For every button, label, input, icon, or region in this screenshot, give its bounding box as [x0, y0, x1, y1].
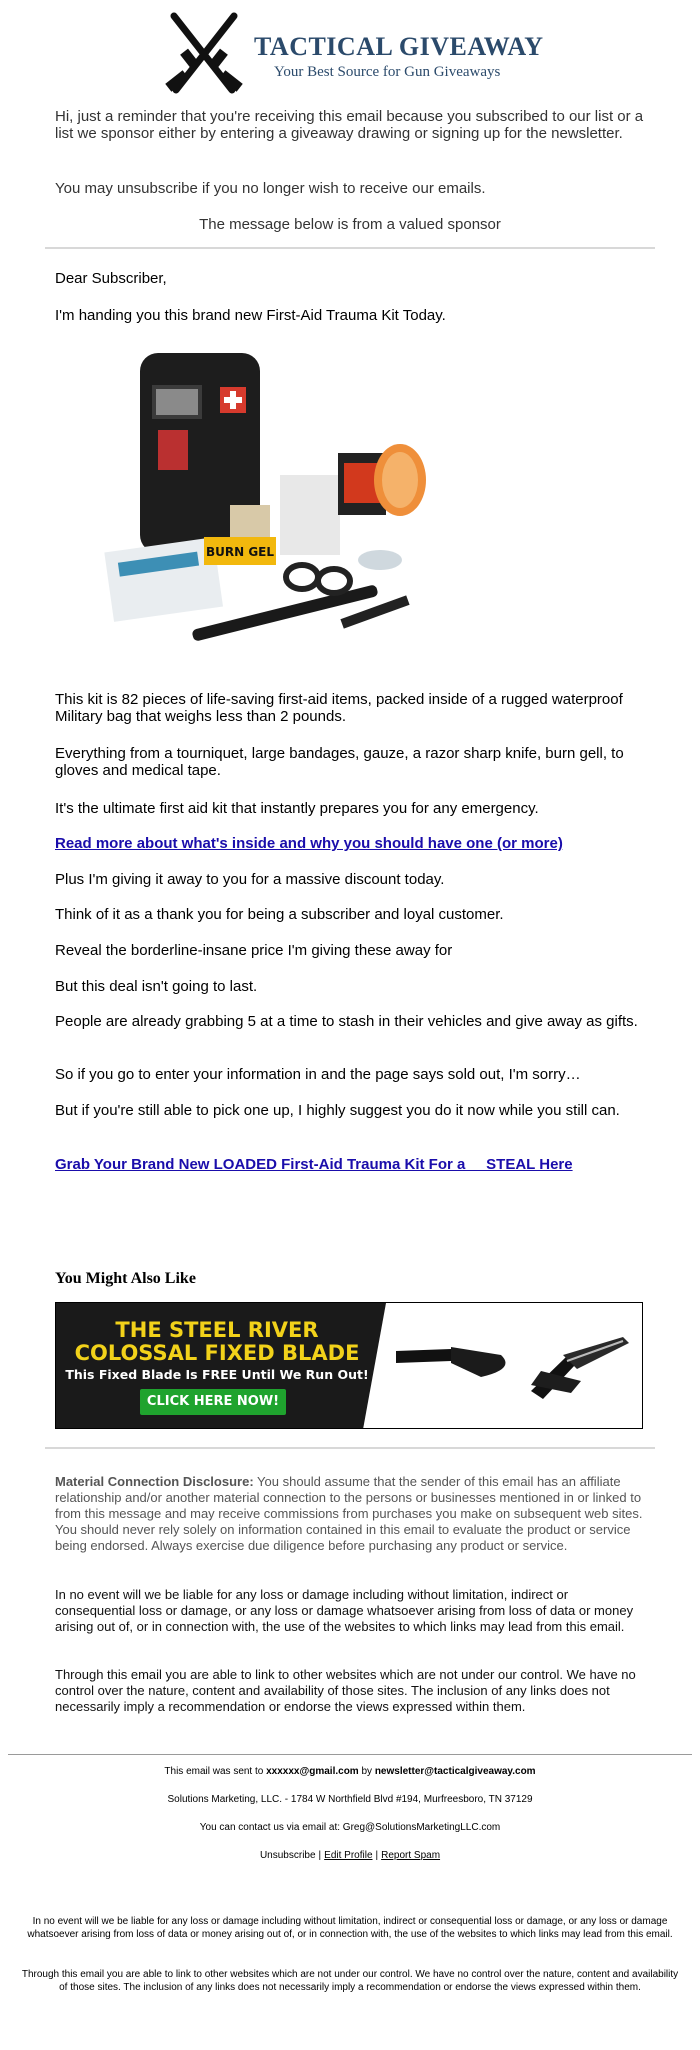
sponsor-note: The message below is from a valued sponsor — [199, 216, 501, 233]
kit-contents: Everything from a tourniquet, large bandages, gauze, a razor sharp knife, burn gell, to gloves and medical tape. — [55, 745, 624, 779]
company-address: Solutions Marketing, LLC. - 1784 W Northfield Blvd #194, Murfreesboro, TN 37129 — [167, 1794, 533, 1805]
opening-line: I'm handing you this brand new First-Aid Trauma Kit Today. — [55, 307, 446, 324]
sent-prefix: This email was sent to — [164, 1766, 267, 1777]
liability-text: In no event will we be liable for any loss or damage including without limitation, indirect or consequential loss or damage, or any loss or damage whatsoever arising from loss of data or money arising out of, or in connection with, the use of the websites to which links may lead from this email. — [55, 1587, 634, 1634]
logo-title: TACTICAL GIVEAWAY — [254, 32, 544, 61]
steel-river-banner[interactable] — [55, 1302, 643, 1429]
unsubscribe-note: You may unsubscribe if you no longer wish to receive our emails. — [55, 180, 486, 197]
reveal-price-text: Reveal the borderline-insane price I'm giving these away for — [55, 942, 453, 959]
deal-text: But this deal isn't going to last. — [55, 978, 258, 995]
unsubscribe-link[interactable]: Unsubscribe — [259, 1850, 316, 1861]
pick-one-text: But if you're still able to pick one up, I highly suggest you do it now while you still can. — [55, 1102, 620, 1119]
disclosure-label: Material Connection Disclosure: — [55, 1474, 254, 1489]
greeting: Dear Subscriber, — [55, 270, 167, 287]
banner-cta-button[interactable]: CLICK HERE NOW! — [140, 1389, 286, 1415]
read-more-link[interactable]: Read more about what's inside and why you should have one (or more) — [55, 835, 563, 852]
sent-by: by — [358, 1766, 375, 1777]
footer-links-note: Through this email you are able to link to other websites which are not under our control. We have no control over the nature, content and availability of those sites. The inclusion of any links does not necessarily imply a recommendation or endorse the views expressed within them. — [21, 1969, 679, 1993]
kit-ultimate: It's the ultimate first aid kit that instantly prepares you for any emergency. — [55, 800, 539, 817]
kit-description: This kit is 82 pieces of life-saving first-aid items, packed inside of a rugged waterproof Military bag that weighs less than 2 pounds. — [55, 691, 623, 725]
footer-divider — [8, 1754, 692, 1755]
you-might-also-like-heading: You Might Also Like — [55, 1270, 196, 1287]
edit-profile-link[interactable]: Edit Profile — [324, 1850, 373, 1861]
external-links-text: Through this email you are able to link to other websites which are not under our control. We have no control over the nature, content and availability of those sites. The inclusion of any links does not necessarily imply a recommendation or endorse the views expressed within them. — [55, 1667, 636, 1714]
footer-links: Unsubscribe | Edit Profile | Report Spam — [259, 1850, 441, 1861]
material-disclosure — [55, 1474, 645, 1554]
sold-out-text: So if you go to enter your information in and the page says sold out, I'm sorry… — [55, 1066, 581, 1083]
banner-line-1: THE STEEL RIVER — [115, 1318, 319, 1342]
sender-email: newsletter@tacticalgiveaway.com — [374, 1766, 536, 1777]
divider — [45, 1447, 655, 1449]
disclosure-text: You should assume that the sender of this email has an affiliate relationship and/or another material connection to the persons or businesses mentioned in or linked to from this message and may receive commissions from purchases you make on subsequent web sites. You should never rely solely on information contained in this email to evaluate the product or service being endorsed. Always exercise due diligence before purchasing any product or service. — [55, 1474, 643, 1553]
contact-email: You can contact us via email at: Greg@SolutionsMarketingLLC.com — [199, 1822, 501, 1833]
fixed-blade-knives-icon — [391, 1311, 636, 1421]
discount-text: Plus I'm giving it away to you for a massive discount today. — [55, 871, 445, 888]
divider — [45, 247, 655, 249]
reminder-text: Hi, just a reminder that you're receiving this email because you subscribed to our list or a list we sponsor either by entering a giveaway drawing or signing up for the newsletter. — [55, 108, 644, 142]
sent-to-line — [20, 1765, 680, 1778]
burn-gel-label: BURN GEL — [205, 545, 275, 559]
trauma-kit-image[interactable] — [80, 345, 480, 665]
tactical-giveaway-logo[interactable] — [150, 8, 550, 98]
banner-subtitle: This Fixed Blade Is FREE Until We Run Out! — [65, 1367, 369, 1382]
footer-liability: In no event will we be liable for any loss or damage including without limitation, indirect or consequential loss or damage, or any loss or damage whatsoever arising from loss of data or money arising out of, or in connection with, the use of the websites to which links may lead from this email. — [27, 1916, 673, 1940]
banner-line-2: COLOSSAL FIXED BLADE — [74, 1341, 360, 1365]
grabbing-text: People are already grabbing 5 at a time to stash in their vehicles and give away as gifts. — [55, 1013, 638, 1030]
crossed-rifles-icon — [154, 10, 254, 96]
thank-you-text: Think of it as a thank you for being a subscriber and loyal customer. — [55, 906, 504, 923]
recipient-email: xxxxxx@gmail.com — [266, 1766, 359, 1777]
report-spam-link[interactable]: Report Spam — [381, 1850, 441, 1861]
grab-kit-link[interactable]: Grab Your Brand New LOADED First-Aid Trauma Kit For a STEAL Here — [55, 1156, 573, 1173]
logo-tagline: Your Best Source for Gun Giveaways — [274, 64, 501, 80]
